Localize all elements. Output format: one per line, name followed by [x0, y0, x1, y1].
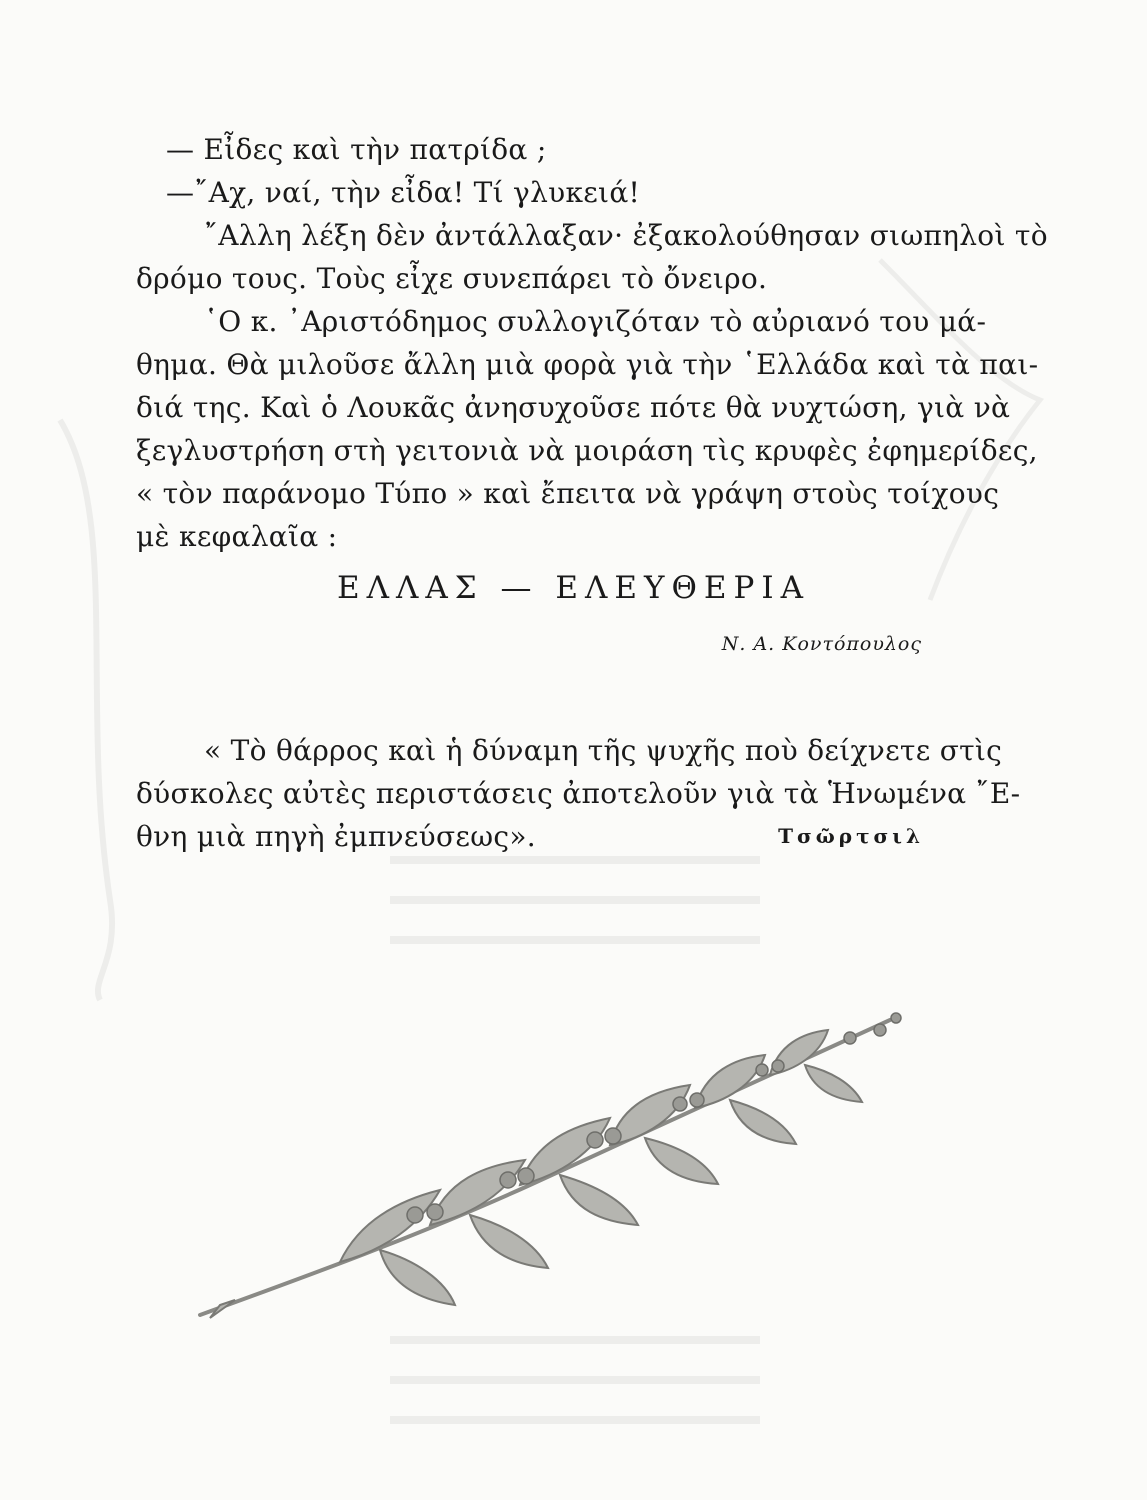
paragraph-line: « τὸν παράνομο Τύπο » καὶ ἔπειτα νὰ γράψη στοὺς τοίχους — [136, 477, 1000, 510]
quote-line: θνη μιὰ πηγὴ ἐμπνεύσεως». — [136, 820, 536, 853]
paragraph-line: ῾Ο κ. ᾿Αριστόδημος συλλογιζόταν τὸ αὐριανό του μά- — [204, 305, 987, 338]
story-author: Ν. Α. Κοντόπουλος — [721, 633, 922, 655]
dialog-line: — Εἶδες καὶ τὴν πατρίδα ; — [166, 133, 547, 166]
paragraph-line: μὲ κεφαλαῖα : — [136, 520, 338, 553]
quote-last-line — [136, 815, 986, 858]
paragraph-line: ξεγλυστρήση στὴ γειτονιὰ νὰ μοιράση τὶς κρυφὲς ἐφημερίδες, — [136, 434, 1038, 467]
story-text — [136, 128, 1048, 558]
quote-author: Τσῶρτσιλ — [778, 824, 924, 848]
dialog-line: —῎Αχ, ναί, τὴν εἶδα! Τί γλυκειά! — [166, 176, 641, 209]
paragraph-line: ῎Αλλη λέξη δὲν ἀντάλλαξαν· ἐξακολούθησαν σιωπηλοὶ τὸ — [204, 219, 1048, 252]
laurel-branch-icon — [190, 1000, 960, 1330]
slogan-headline: ΕΛΛΑΣ — ΕΛΕΥΘΕΡΙΑ — [336, 570, 811, 606]
quote-block — [136, 729, 1021, 858]
paragraph-line: θημα. Θὰ μιλοῦσε ἄλλη μιὰ φορὰ γιὰ τὴν ῾Ελλάδα καὶ τὰ παι- — [136, 348, 1039, 381]
quote-line: « Τὸ θάρρος καὶ ἡ δύναμη τῆς ψυχῆς ποὺ δείχνετε στὶς — [204, 734, 1003, 767]
paragraph-line: διά της. Καὶ ὁ Λουκᾶς ἀνησυχοῦσε πότε θὰ νυχτώση, γιὰ νὰ — [136, 391, 1011, 424]
quote-line: δύσκολες αὐτὲς περιστάσεις ἀποτελοῦν γιὰ τὰ Ἡνωμένα ῎Ε- — [136, 777, 1021, 810]
paragraph-line: δρόμο τους. Τοὺς εἶχε συνεπάρει τὸ ὄνειρο. — [136, 262, 768, 295]
